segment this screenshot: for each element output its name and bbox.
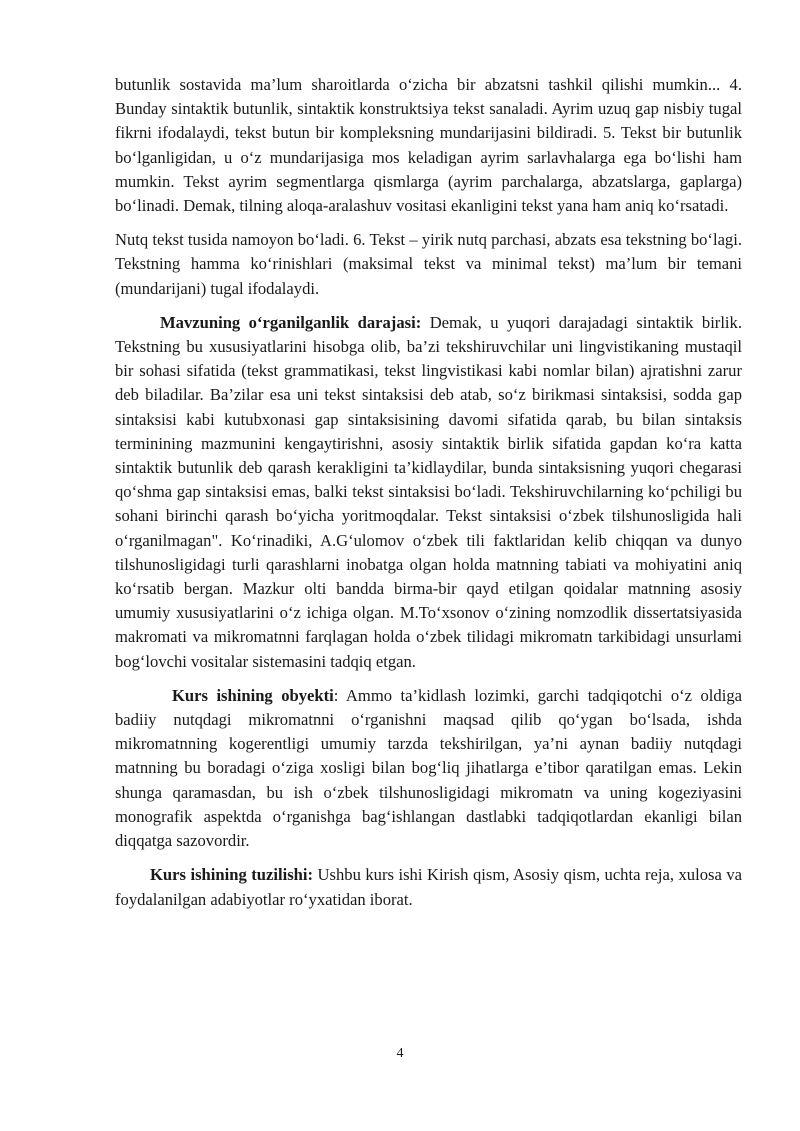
paragraph-text: Nutq tekst tusida namoyon bo‘ladi. 6. Tekst – yirik nutq parchasi, abzats esa tekstning bo‘lagi. Tekstning hamma ko‘rinishlari (maksimal tekst va minimal tekst) ma’lum bir temani (mundarijani) tugal ifodalaydi.	[115, 230, 742, 298]
section-heading-tuzilish: Kurs ishining tuzilishi:	[150, 865, 314, 885]
paragraph-3	[115, 311, 742, 674]
paragraph-text: : Ammo ta’kidlash lozimki, garchi tadqiqotchi o‘z oldiga badiiy nutqdagi mikromatnni o‘rganishni maqsad qilib qo‘ygan bo‘lsada, ishda mikromatnning kogerentligi umumiy tarzda tekshirilgan, ya’ni aynan badiiy nutqdagi matnning bu boradagi o‘ziga xosligi bilan bog‘liq jihatlarga e’tibor qaratilgan emas. Lekin shunga qaramasdan, bu ish o‘zbek tilshunosligidagi mikromatn va uning kogeziyasini monografik aspektda o‘rganishga bag‘ishlangan dastlabki tadqiqotlardan ekanligi bilan diqqatga sazovordir.	[115, 685, 742, 851]
paragraph-1	[115, 73, 742, 218]
paragraph-text: Ushbu kurs ishi Kirish qism, Asosiy qism, uchta reja, xulosa va foydalanilgan adabiyotlar ro‘yxatidan iborat.	[115, 865, 742, 909]
paragraph-text: butunlik sostavida ma’lum sharoitlarda o‘zicha bir abzatsni tashkil qilishi mumkin... 4. Bunday sintaktik butunlik, sintaktik konstruktsiya tekst sanaladi. Ayrim uzuq gap nisbiy tugal fikrni ifodalaydi, tekst butun bir kompleksning mundarijasini bildiradi. 5. Tekst bir butunlik bo‘lganligidan, u o‘z mundarijasiga mos keladigan ayrim sarlavhalarga ega bo‘lishi ham mumkin. Tekst ayrim segmentlarga qismlarga (ayrim parchalarga, abzatslarga, gaplarga) bo‘linadi. Demak, tilning aloqa-aralashuv vositasi ekanligini tekst yana ham aniq ko‘rsatadi.	[115, 75, 742, 216]
paragraph-5	[115, 863, 742, 911]
paragraph-text: Demak, u yuqori darajadagi sintaktik birlik. Tekstning bu xususiyatlarini hisobga olib, ba’zi tekshiruvchilar uni lingvistikaning mustaqil bir sohasi sifatida (tekst grammatikasi, tekst lingvistikasi kabi nomlar bilan) ajratishni zarur deb biladilar. Ba’zilar esa uni tekst sintaksisi deb atab, so‘z birikmasi sintaksisi, sodda gap sintaksisi kabi kutubxonasi gap sintaksisining davomi sifatida qarab, bu bilan sintaksis terminining mazmunini kengaytirishni, asosiy sintaktik birlik sifatida gapdan ko‘ra katta sintaktik butunlik deb qarash kerakligini ta’kidlaydilar, bunda sintaksisning yuqori chegarasi qo‘shma gap sintaksisi emas, balki tekst sintaksisi bo‘ladi. Tekshiruvchilarning ko‘pchiligi bu sohani birinchi qarash bo‘yicha yoritmoqdalar. Tekst sintaksisi o‘zbek tilshunosligida hali o‘rganilmagan". Ko‘rinadiki, A.G‘ulomov o‘zbek tili faktlaridan kelib chiqqan va dunyo tilshunosligidagi turli qarashlarni inobatga olgan holda matnning tabiati va mohiyatini aniq ko‘rsatib bergan. Mazkur olti bandda birma-bir qayd etilgan qoidalar matnning asosiy umumiy xususiyatlarini o‘z ichiga olgan. M.To‘xsonov o‘zining nomzodlik dissertatsiyasida makromati va mikromatnni farqlagan holda o‘zbek tilidagi mikromatn tarkibidagi unsurlami bog‘lovchi vositalar sistemasini tadqiq etgan.	[115, 312, 742, 671]
paragraph-2	[115, 228, 742, 301]
paragraph-4	[115, 684, 742, 853]
section-heading-mavzu: Mavzuning o‘rganilganlik darajasi:	[160, 312, 422, 332]
document-body	[115, 73, 742, 912]
page-number: 4	[396, 1046, 404, 1061]
section-heading-obyekt: Kurs ishining obyekti	[172, 685, 334, 705]
